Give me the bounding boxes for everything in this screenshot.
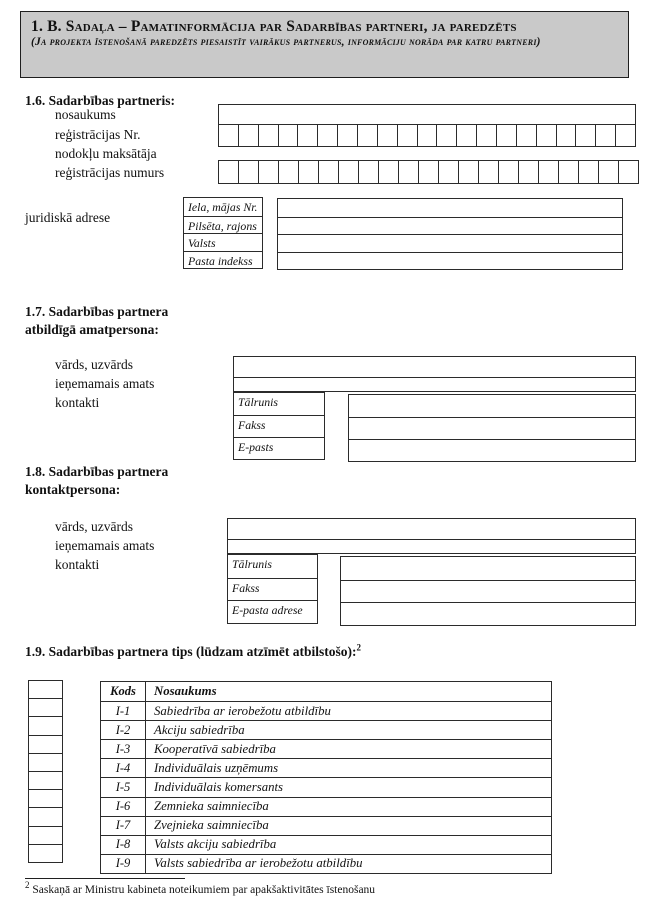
partner-type-checkbox[interactable] (28, 807, 63, 826)
type-name: Kooperatīvā sabiedrība (154, 741, 276, 756)
char-cell[interactable] (218, 124, 239, 147)
type-code: I-5 (101, 778, 146, 796)
partner-type-checkbox[interactable] (28, 698, 63, 717)
partner-type-row (101, 701, 551, 720)
type-code: I-6 (101, 798, 146, 816)
heading-1-9 (25, 643, 361, 661)
char-cell[interactable] (618, 160, 639, 184)
char-cell[interactable] (397, 124, 418, 147)
contactperson-label-email: E-pasta adrese (228, 600, 317, 623)
char-cell[interactable] (338, 160, 359, 184)
partner-type-checkbox[interactable] (28, 789, 63, 808)
char-cell[interactable] (238, 160, 259, 184)
contactperson-position-input[interactable] (228, 540, 635, 553)
address-postcode-input[interactable] (278, 252, 622, 270)
type-code: I-2 (101, 721, 146, 739)
official-fax-input[interactable] (349, 417, 635, 439)
address-label-postcode: Pasta indekss (184, 251, 262, 269)
char-cell[interactable] (516, 124, 537, 147)
char-cell[interactable] (298, 160, 319, 184)
partner-type-row (101, 835, 551, 854)
char-cell[interactable] (357, 124, 378, 147)
char-cell[interactable] (297, 124, 318, 147)
type-name: Individuālais komersants (154, 780, 284, 795)
type-code: I-4 (101, 759, 146, 777)
partner-type-row (101, 854, 551, 873)
tax-registration-number-cells (218, 160, 639, 184)
partner-type-checkbox[interactable] (28, 753, 63, 772)
address-label-city: Pilsēta, rajons (184, 216, 262, 234)
type-code: I-8 (101, 836, 146, 854)
type-code: I-3 (101, 740, 146, 758)
partner-type-checkbox-column (28, 680, 63, 863)
official-label-fax: Fakss (234, 415, 324, 437)
section-title-text: Sadaļa – Pamatinformācija par Sadarbības partneri, ja paredzēts (65, 18, 517, 35)
label-kontakti-1-8: kontakti (55, 557, 100, 572)
type-name: Valsts akciju sabiedrība (154, 837, 277, 852)
char-cell[interactable] (458, 160, 479, 184)
type-name: Zemnieka saimniecība (154, 799, 269, 814)
partner-type-row (101, 797, 551, 816)
partner-type-checkbox[interactable] (28, 771, 63, 790)
type-name: Sabiedrība ar ierobežotu atbildību (154, 703, 331, 718)
heading-1-6: 1.6. Sadarbības partneris: (25, 93, 176, 108)
registration-number-cells (218, 124, 636, 147)
type-code: I-1 (101, 702, 146, 720)
section-subtitle: (Ja projekta īstenošanā paredzēts piesaistīt vairākus partnerus, informāciju norāda par katru partneri) (31, 36, 541, 48)
section-title-prefix: 1. B. (31, 18, 62, 35)
section-header (20, 11, 629, 78)
contactperson-label-phone: Tālrunis (232, 557, 272, 571)
label-ienemamais-amats-1-8: ieņemamais amats (55, 538, 155, 553)
type-code: I-9 (101, 855, 146, 873)
char-cell[interactable] (377, 124, 398, 147)
partner-name-input[interactable] (218, 104, 636, 125)
char-cell[interactable] (418, 160, 439, 184)
label-nodoklu-maksataja: nodokļu maksātāja (55, 146, 157, 161)
heading-1-7-line2: atbildīgā amatpersona: (25, 322, 159, 337)
char-cell[interactable] (536, 124, 557, 147)
char-cell[interactable] (278, 124, 299, 147)
address-country-input[interactable] (278, 234, 622, 252)
label-nosaukums: nosaukums (55, 107, 116, 122)
contactperson-phone-input[interactable] (341, 557, 635, 580)
char-cell[interactable] (538, 160, 559, 184)
heading-1-7-line1: 1.7. Sadarbības partnera (25, 304, 169, 319)
address-street-input[interactable] (278, 199, 622, 217)
official-name-position-box (233, 356, 636, 392)
char-cell[interactable] (398, 160, 419, 184)
footnote-ref: 2 (25, 880, 30, 891)
char-cell[interactable] (337, 124, 358, 147)
char-cell[interactable] (615, 124, 636, 147)
address-label-country: Valsts (184, 233, 262, 251)
char-cell[interactable] (258, 160, 279, 184)
label-registracijas-nr: reģistrācijas Nr. (55, 127, 141, 142)
char-cell[interactable] (218, 160, 239, 184)
contactperson-label-fax: Fakss (228, 578, 317, 601)
official-label-email: E-pasts (234, 437, 324, 459)
official-contact-label-table (233, 392, 325, 460)
type-name: Valsts sabiedrība ar ierobežotu atbildību (154, 856, 363, 871)
partner-type-checkbox[interactable] (28, 844, 63, 863)
char-cell[interactable] (598, 160, 619, 184)
address-label-street: Iela, mājas Nr. (188, 200, 258, 214)
label-vards-uzvards-1-8: vārds, uzvārds (55, 519, 133, 534)
partner-type-row (101, 816, 551, 835)
address-label-table (183, 197, 263, 269)
char-cell[interactable] (595, 124, 616, 147)
char-cell[interactable] (558, 160, 579, 184)
heading-1-9-footnote-ref: 2 (356, 642, 361, 653)
contactperson-email-input[interactable] (341, 602, 635, 625)
char-cell[interactable] (278, 160, 299, 184)
char-cell[interactable] (478, 160, 499, 184)
partner-type-table (100, 681, 552, 874)
contactperson-fax-input[interactable] (341, 580, 635, 603)
char-cell[interactable] (318, 160, 339, 184)
partner-type-checkbox[interactable] (28, 826, 63, 845)
type-code: I-7 (101, 817, 146, 835)
char-cell[interactable] (436, 124, 457, 147)
heading-1-8-line2: kontaktpersona: (25, 482, 121, 497)
char-cell[interactable] (476, 124, 497, 147)
char-cell[interactable] (417, 124, 438, 147)
char-cell[interactable] (378, 160, 399, 184)
char-cell[interactable] (498, 160, 519, 184)
char-cell[interactable] (438, 160, 459, 184)
partner-type-row (101, 777, 551, 796)
partner-type-header-row (101, 682, 551, 701)
official-email-input[interactable] (349, 439, 635, 461)
official-phone-input[interactable] (349, 395, 635, 417)
label-vards-uzvards-1-7: vārds, uzvārds (55, 357, 133, 372)
official-contact-input-table (348, 394, 636, 462)
address-city-input[interactable] (278, 217, 622, 235)
contactperson-contact-label-table (227, 554, 318, 624)
address-input-table (277, 198, 623, 270)
partner-type-checkbox[interactable] (28, 680, 63, 699)
contactperson-name-position-box (227, 518, 636, 554)
footnote (25, 880, 376, 898)
label-juridiska-adrese: juridiskā adrese (25, 210, 111, 225)
char-cell[interactable] (456, 124, 477, 147)
type-name: Akciju sabiedrība (154, 722, 245, 737)
contactperson-name-input[interactable] (228, 519, 635, 540)
char-cell[interactable] (556, 124, 577, 147)
partner-type-row (101, 739, 551, 758)
column-header-kods: Kods (101, 682, 146, 701)
char-cell[interactable] (578, 160, 599, 184)
section-title (31, 17, 618, 36)
contactperson-contact-input-table (340, 556, 636, 626)
char-cell[interactable] (238, 124, 259, 147)
char-cell[interactable] (317, 124, 338, 147)
heading-1-8-line1: 1.8. Sadarbības partnera (25, 464, 169, 479)
char-cell[interactable] (518, 160, 539, 184)
partner-type-row (101, 758, 551, 777)
column-header-nosaukums: Nosaukums (154, 684, 217, 699)
heading-1-9-text: 1.9. Sadarbības partnera tips (lūdzam atzīmēt atbilstošo): (25, 644, 357, 659)
partner-type-checkbox[interactable] (28, 716, 63, 735)
label-registracijas-numurs: reģistrācijas numurs (55, 165, 165, 180)
char-cell[interactable] (575, 124, 596, 147)
partner-type-row (101, 720, 551, 739)
partner-type-checkbox[interactable] (28, 735, 63, 754)
official-label-phone: Tālrunis (238, 395, 278, 409)
type-name: Individuālais uzņēmums (154, 760, 279, 775)
footnote-text: Saskaņā ar Ministru kabineta noteikumiem par apakšaktivitātes īstenošanu (32, 884, 376, 896)
footnote-divider (25, 878, 185, 879)
official-position-input[interactable] (234, 378, 635, 391)
label-ienemamais-amats-1-7: ieņemamais amats (55, 376, 155, 391)
char-cell[interactable] (258, 124, 279, 147)
type-name: Zvejnieka saimniecība (154, 818, 269, 833)
official-name-input[interactable] (234, 357, 635, 378)
char-cell[interactable] (358, 160, 379, 184)
label-kontakti-1-7: kontakti (55, 395, 100, 410)
char-cell[interactable] (496, 124, 517, 147)
